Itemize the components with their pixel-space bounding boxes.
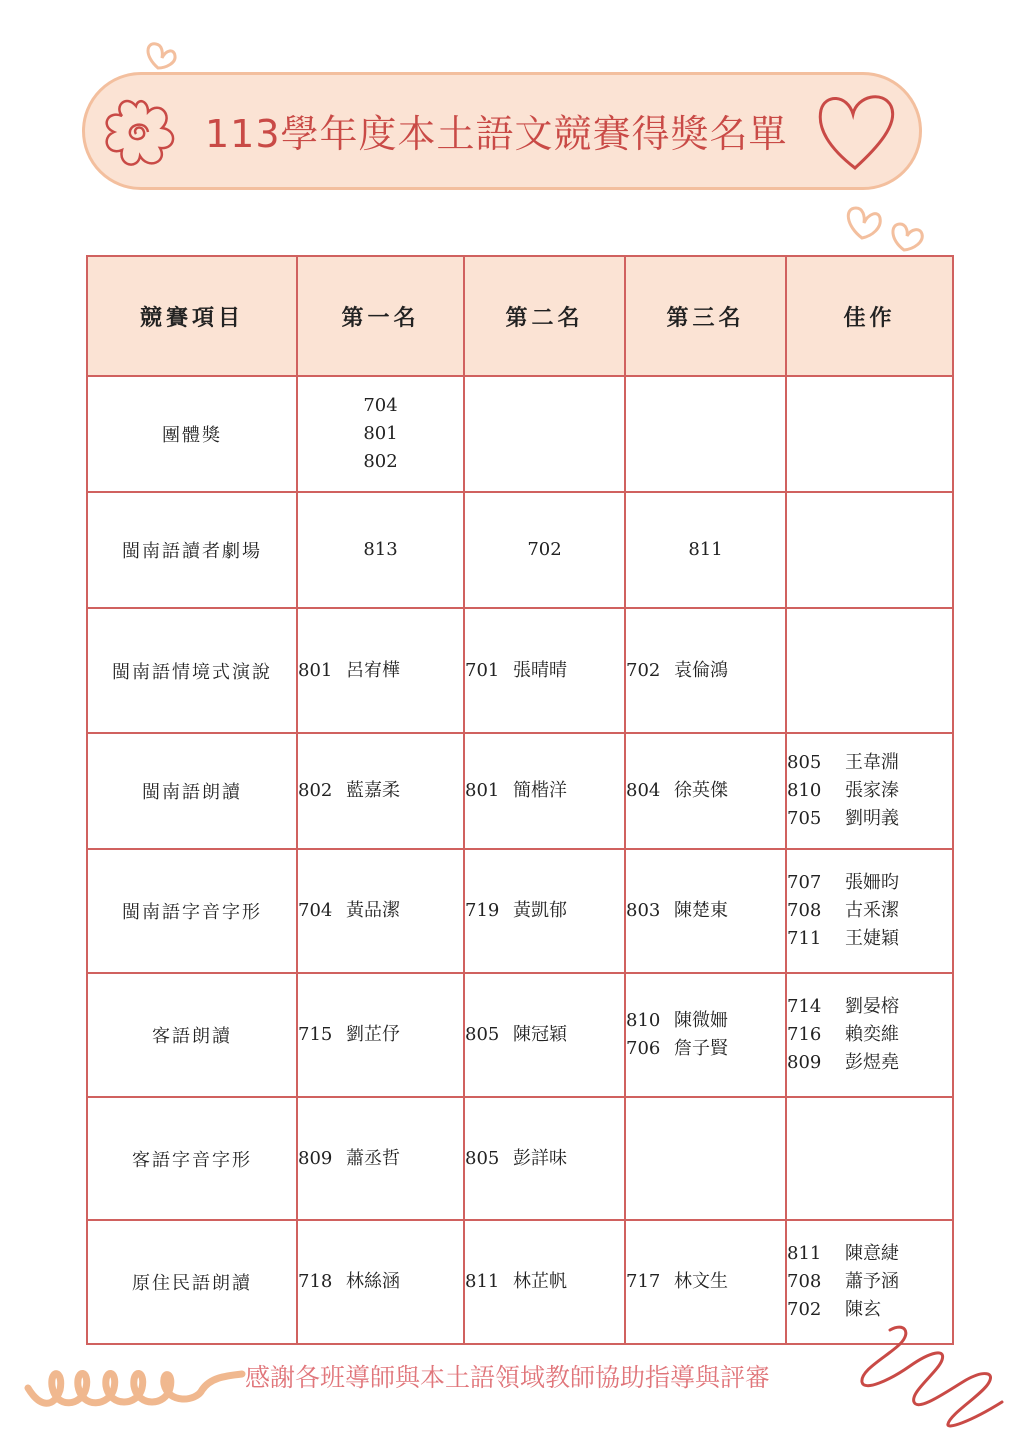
class-number: 811 — [787, 1242, 822, 1264]
winner-entry — [298, 1268, 463, 1296]
winner-entry — [465, 897, 624, 925]
student-name: 詹子賢 — [674, 1038, 728, 1060]
class-number: 719 — [465, 900, 500, 922]
class-number: 702 — [626, 659, 661, 681]
footer-message: 感謝各班導師與本土語領域教師協助指導與評審 — [245, 1363, 771, 1392]
category-cell: 閩南語朗讀 — [87, 733, 297, 849]
student-name: 袁倫鴻 — [674, 659, 728, 681]
first-cell — [297, 492, 464, 608]
first-cell — [297, 733, 464, 849]
header-first: 第一名 — [297, 256, 464, 376]
squiggle-decoration-icon — [20, 1350, 250, 1410]
category-cell: 客語字音字形 — [87, 1097, 297, 1219]
first-cell — [297, 973, 464, 1097]
first-cell — [297, 376, 464, 492]
student-name: 蕭丞哲 — [346, 1147, 400, 1169]
class-number: 714 — [787, 996, 822, 1018]
class-number: 706 — [626, 1038, 661, 1060]
class-number: 811 — [465, 1270, 500, 1292]
class-number: 809 — [298, 1147, 333, 1169]
winner-entry — [787, 897, 952, 925]
class-number: 804 — [626, 779, 661, 801]
class-number: 810 — [626, 1010, 661, 1032]
class-number: 702 — [787, 1298, 822, 1320]
student-name: 林文生 — [674, 1270, 728, 1292]
student-name: 徐英傑 — [674, 779, 728, 801]
class-number: 716 — [787, 1024, 822, 1046]
student-name: 劉芷伃 — [346, 1024, 400, 1046]
first-cell — [297, 608, 464, 732]
honorable-cell — [786, 492, 953, 608]
class-number: 810 — [787, 779, 822, 801]
category-cell: 團體獎 — [87, 376, 297, 492]
class-number: 801 — [298, 659, 333, 681]
first-cell — [297, 1097, 464, 1219]
student-name: 張姍昀 — [845, 872, 899, 894]
second-cell — [464, 1220, 625, 1344]
student-name: 陳玄 — [845, 1298, 881, 1320]
class-number: 708 — [787, 1270, 822, 1292]
header-category: 競賽項目 — [87, 256, 297, 376]
class-number: 708 — [787, 900, 822, 922]
student-name: 劉晏榕 — [845, 996, 899, 1018]
class-number: 711 — [787, 928, 822, 950]
category-cell: 客語朗讀 — [87, 973, 297, 1097]
student-name: 彭煜堯 — [845, 1052, 899, 1074]
header-honorable: 佳作 — [786, 256, 953, 376]
student-name: 簡楷洋 — [513, 779, 567, 801]
student-name: 古釆潔 — [845, 900, 899, 922]
winner-entry — [787, 1021, 952, 1049]
third-cell — [625, 733, 786, 849]
honorable-cell — [786, 973, 953, 1097]
table-row — [87, 849, 953, 973]
student-name: 劉明義 — [845, 807, 899, 829]
class-number: 805 — [465, 1147, 500, 1169]
second-cell — [464, 1097, 625, 1219]
student-name: 黃凱郁 — [513, 900, 567, 922]
table-row — [87, 608, 953, 732]
category-cell: 閩南語情境式演說 — [87, 608, 297, 732]
winner-entry — [465, 777, 624, 805]
class-number: 803 — [626, 900, 661, 922]
flower-icon — [92, 96, 180, 172]
class-number: 805 — [465, 1024, 500, 1046]
scribble-decoration-icon — [850, 1322, 1010, 1432]
winner-entry — [298, 657, 463, 685]
winner-entry — [626, 777, 785, 805]
student-name: 王婕穎 — [845, 928, 899, 950]
winner-entry — [787, 1049, 952, 1077]
second-cell — [464, 492, 625, 608]
class-number: 702 — [527, 539, 562, 561]
second-cell — [464, 973, 625, 1097]
class-number: 802 — [363, 451, 398, 473]
honorable-cell — [786, 1097, 953, 1219]
class-number: 707 — [787, 872, 822, 894]
table-row — [87, 973, 953, 1097]
second-cell — [464, 849, 625, 973]
winner-entry — [787, 1268, 952, 1296]
category-cell: 原住民語朗讀 — [87, 1220, 297, 1344]
winner-entry — [465, 1145, 624, 1173]
first-cell — [297, 849, 464, 973]
student-name: 王韋淵 — [845, 751, 899, 773]
student-name: 林芷帆 — [513, 1270, 567, 1292]
third-cell — [625, 1220, 786, 1344]
winner-entry — [626, 657, 785, 685]
winner-entry — [787, 777, 952, 805]
class-number: 701 — [465, 659, 500, 681]
student-name: 藍嘉柔 — [346, 779, 400, 801]
student-name: 賴奕維 — [845, 1024, 899, 1046]
winner-entry — [298, 897, 463, 925]
winner-entry — [626, 1035, 785, 1063]
winner-entry — [787, 993, 952, 1021]
second-cell — [464, 733, 625, 849]
winner-entry — [626, 1268, 785, 1296]
class-number: 717 — [626, 1270, 661, 1292]
student-name: 呂宥樺 — [346, 659, 400, 681]
winner-entry — [626, 897, 785, 925]
winner-entry — [465, 1021, 624, 1049]
heart-icon — [815, 88, 897, 174]
class-number: 704 — [298, 900, 333, 922]
second-cell — [464, 608, 625, 732]
honorable-cell — [786, 376, 953, 492]
awards-table — [86, 255, 954, 1345]
class-number: 715 — [298, 1024, 333, 1046]
honorable-cell — [786, 608, 953, 732]
class-number: 801 — [363, 423, 398, 445]
student-name: 彭詳味 — [513, 1147, 567, 1169]
winner-entry — [465, 1268, 624, 1296]
class-number: 801 — [465, 779, 500, 801]
third-cell — [625, 849, 786, 973]
class-number: 705 — [787, 807, 822, 829]
table-row — [87, 1097, 953, 1219]
winner-entry — [787, 869, 952, 897]
class-number: 704 — [363, 395, 398, 417]
winner-entry — [787, 805, 952, 833]
winner-entry — [787, 749, 952, 777]
student-name: 陳意緁 — [845, 1242, 899, 1264]
winner-entry — [298, 1021, 463, 1049]
class-number: 805 — [787, 751, 822, 773]
winner-entry — [787, 1240, 952, 1268]
honorable-cell — [786, 733, 953, 849]
winner-entry — [787, 925, 952, 953]
student-name: 陳冠穎 — [513, 1024, 567, 1046]
first-cell — [297, 1220, 464, 1344]
class-number: 718 — [298, 1270, 333, 1292]
category-cell: 閩南語讀者劇場 — [87, 492, 297, 608]
third-cell — [625, 1097, 786, 1219]
table-header-row — [87, 256, 953, 376]
table-row — [87, 733, 953, 849]
header-second: 第二名 — [464, 256, 625, 376]
winner-entry — [298, 777, 463, 805]
third-cell — [625, 492, 786, 608]
student-name: 黃品潔 — [346, 900, 400, 922]
table-row — [87, 1220, 953, 1344]
third-cell — [625, 376, 786, 492]
third-cell — [625, 608, 786, 732]
winner-entry — [787, 1296, 952, 1324]
page-title: 113學年度本土語文競賽得獎名單 — [205, 112, 788, 156]
honorable-cell — [786, 849, 953, 973]
student-name: 張晴晴 — [513, 659, 567, 681]
student-name: 陳楚東 — [674, 900, 728, 922]
header-third: 第三名 — [625, 256, 786, 376]
student-name: 林絲涵 — [346, 1270, 400, 1292]
winner-entry — [465, 657, 624, 685]
class-number: 813 — [363, 539, 398, 561]
student-name: 蕭予涵 — [845, 1270, 899, 1292]
class-number: 802 — [298, 779, 333, 801]
class-number: 811 — [688, 539, 723, 561]
table-row — [87, 376, 953, 492]
student-name: 陳微姍 — [674, 1010, 728, 1032]
class-number: 809 — [787, 1052, 822, 1074]
winner-entry — [626, 1007, 785, 1035]
category-cell: 閩南語字音字形 — [87, 849, 297, 973]
winner-entry — [298, 1145, 463, 1173]
third-cell — [625, 973, 786, 1097]
second-cell — [464, 376, 625, 492]
heart-doodle-icon — [838, 196, 930, 256]
student-name: 張家溱 — [845, 779, 899, 801]
table-row — [87, 492, 953, 608]
